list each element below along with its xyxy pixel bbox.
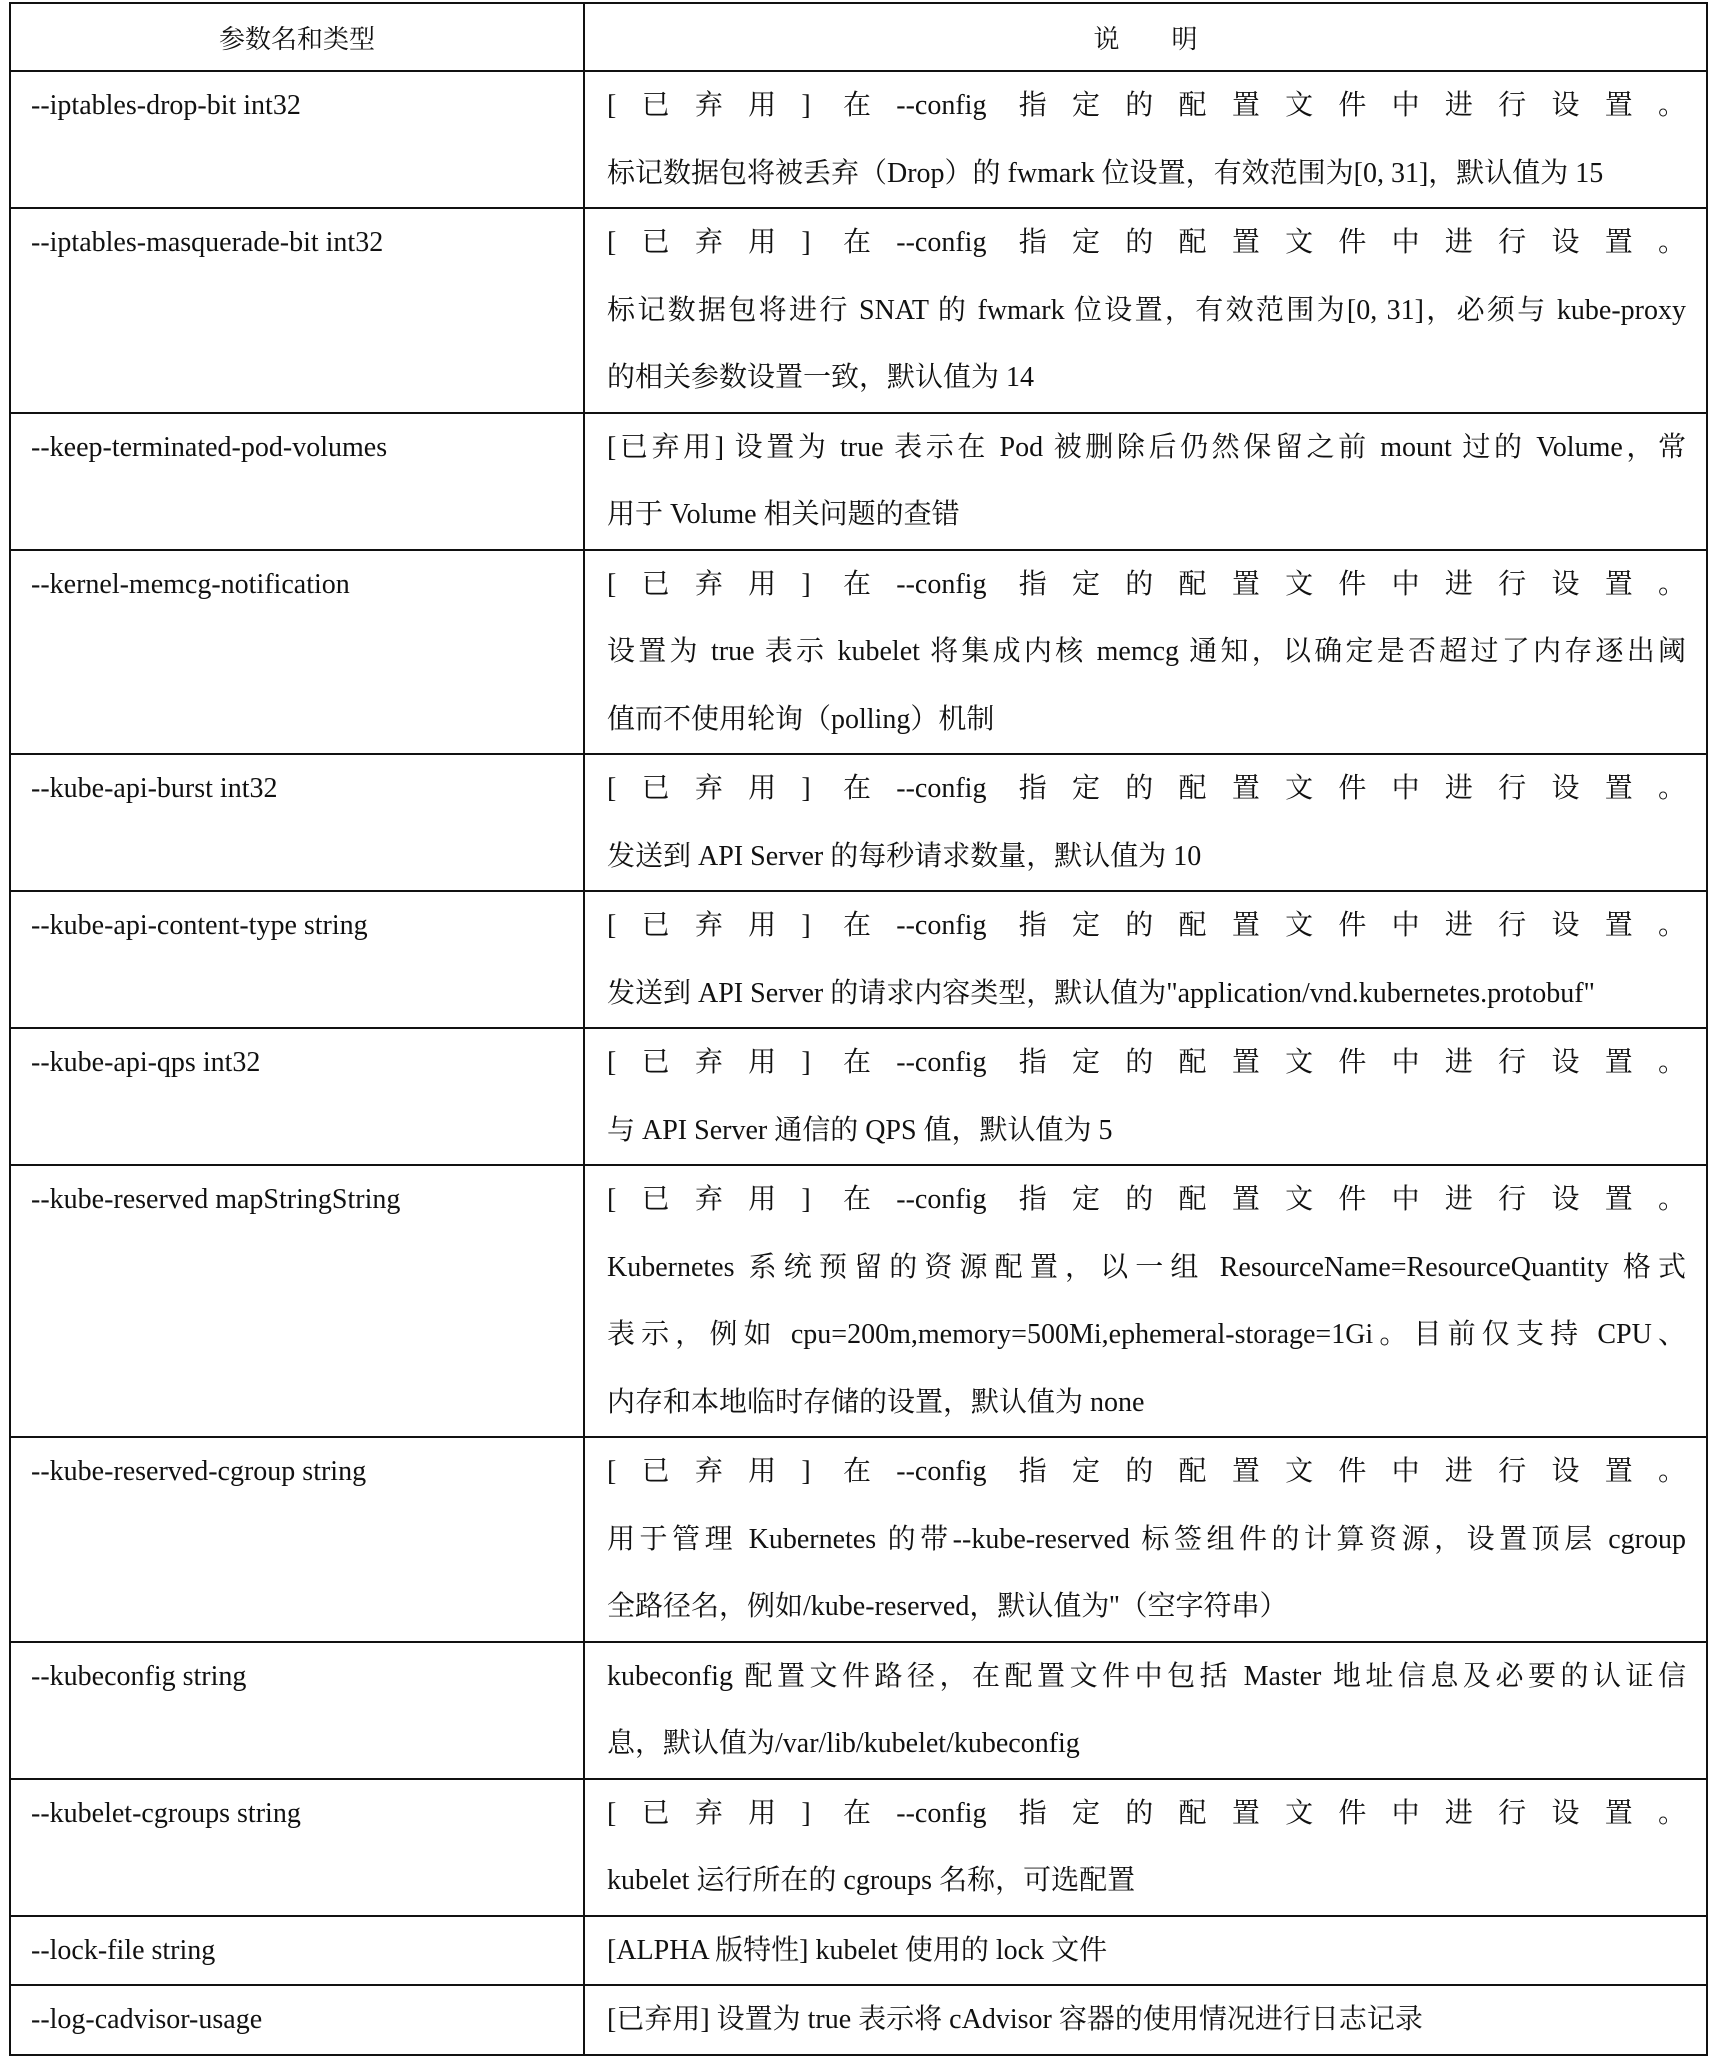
table-row — [10, 1779, 1707, 1916]
description-line: [已弃用] 在--config 指定的配置文件中进行设置。 — [607, 1047, 1686, 1078]
param-name: --keep-terminated-pod-volumes — [10, 413, 584, 550]
param-description — [584, 71, 1707, 208]
table-row — [10, 71, 1707, 208]
description-line: kubeconfig 配置文件路径，在配置文件中包括 Master 地址信息及必要的认证信 — [607, 1660, 1686, 1692]
description-line: [已弃用] 在--config 指定的配置文件中进行设置。 — [607, 1456, 1686, 1487]
param-description — [584, 1165, 1707, 1437]
param-description — [584, 413, 1707, 550]
param-description — [584, 891, 1707, 1028]
param-description — [584, 754, 1707, 891]
table-row — [10, 550, 1707, 755]
param-description — [584, 1028, 1707, 1165]
table-row — [10, 1028, 1707, 1165]
param-name: --kube-api-burst int32 — [10, 754, 584, 891]
description-line: 值而不使用轮询（polling）机制 — [607, 703, 995, 735]
table-row — [10, 1642, 1707, 1779]
table-row — [10, 1165, 1707, 1437]
description-line: 标记数据包将被丢弃（Drop）的 fwmark 位设置，有效范围为[0, 31]，默认值为 15 — [607, 157, 1604, 189]
description-line: 全路径名，例如/kube-reserved，默认值为''（空字符串） — [607, 1591, 1288, 1622]
description-line: 发送到 API Server 的请求内容类型，默认值为"application/vnd.kubernetes.protobuf" — [607, 977, 1595, 1009]
parameter-table — [9, 2, 1708, 2056]
description-line: [ALPHA 版特性] kubelet 使用的 lock 文件 — [607, 1934, 1108, 1966]
description-line: 用于 Volume 相关问题的查错 — [607, 499, 960, 530]
param-name: --kube-api-qps int32 — [10, 1028, 584, 1165]
description-line: [已弃用] 在--config 指定的配置文件中进行设置。 — [607, 90, 1686, 121]
description-line: 息，默认值为/var/lib/kubelet/kubeconfig — [607, 1728, 1080, 1759]
param-name: --kubeconfig string — [10, 1642, 584, 1779]
table-row — [10, 1916, 1707, 1986]
param-name: --iptables-masquerade-bit int32 — [10, 208, 584, 413]
header-description: 说 明 — [584, 3, 1707, 71]
description-line: 用于管理 Kubernetes 的带--kube-reserved 标签组件的计算资源，设置顶层 cgroup — [607, 1523, 1686, 1555]
description-line: [已弃用] 在--config 指定的配置文件中进行设置。 — [607, 910, 1686, 941]
param-description — [584, 1916, 1707, 1986]
header-row — [10, 3, 1707, 71]
description-line: 表示，例如 cpu=200m,memory=500Mi,ephemeral-storage=1Gi。目前仅支持 CPU、 — [607, 1319, 1686, 1350]
table-row — [10, 413, 1707, 550]
header-param-name: 参数名和类型 — [10, 3, 584, 71]
description-line: [已弃用] 在--config 指定的配置文件中进行设置。 — [607, 773, 1686, 804]
description-line: [已弃用] 在--config 指定的配置文件中进行设置。 — [607, 1184, 1686, 1215]
param-name: --kubelet-cgroups string — [10, 1779, 584, 1916]
param-name: --kube-reserved mapStringString — [10, 1165, 584, 1437]
description-line: [已弃用] 在--config 指定的配置文件中进行设置。 — [607, 1797, 1686, 1829]
table-row — [10, 891, 1707, 1028]
param-name: --kernel-memcg-notification — [10, 550, 584, 755]
param-name: --kube-reserved-cgroup string — [10, 1437, 584, 1642]
table-row — [10, 1437, 1707, 1642]
description-line: 设置为 true 表示 kubelet 将集成内核 memcg 通知，以确定是否超过了内存逐出阈 — [607, 636, 1686, 667]
description-line: [已弃用] 设置为 true 表示将 cAdvisor 容器的使用情况进行日志记录 — [607, 2004, 1423, 2035]
table-row — [10, 1985, 1707, 2055]
param-name: --kube-api-content-type string — [10, 891, 584, 1028]
param-name: --iptables-drop-bit int32 — [10, 71, 584, 208]
description-line: kubelet 运行所在的 cgroups 名称，可选配置 — [607, 1865, 1136, 1896]
description-line: 发送到 API Server 的每秒请求数量，默认值为 10 — [607, 840, 1202, 872]
param-description — [584, 1985, 1707, 2055]
param-description — [584, 208, 1707, 413]
description-line: [已弃用] 在--config 指定的配置文件中进行设置。 — [607, 568, 1686, 600]
description-line: 的相关参数设置一致，默认值为 14 — [607, 362, 1035, 393]
description-line: [已弃用] 在--config 指定的配置文件中进行设置。 — [607, 227, 1686, 258]
description-line: 内存和本地临时存储的设置，默认值为 none — [607, 1386, 1145, 1418]
param-description — [584, 1779, 1707, 1916]
param-name: --lock-file string — [10, 1916, 584, 1986]
description-line: 与 API Server 通信的 QPS 值，默认值为 5 — [607, 1114, 1113, 1146]
param-name: --log-cadvisor-usage — [10, 1985, 584, 2055]
description-line: 标记数据包将进行 SNAT 的 fwmark 位设置，有效范围为[0, 31]，必须与 kube-proxy — [607, 294, 1686, 326]
table-row — [10, 754, 1707, 891]
description-line: Kubernetes 系统预留的资源配置，以一组 ResourceName=ResourceQuantity 格式 — [607, 1251, 1686, 1283]
param-description — [584, 1642, 1707, 1779]
param-description — [584, 1437, 1707, 1642]
table-row — [10, 208, 1707, 413]
param-description — [584, 550, 1707, 755]
description-line: [已弃用] 设置为 true 表示在 Pod 被删除后仍然保留之前 mount 过的 Volume，常 — [607, 431, 1686, 463]
